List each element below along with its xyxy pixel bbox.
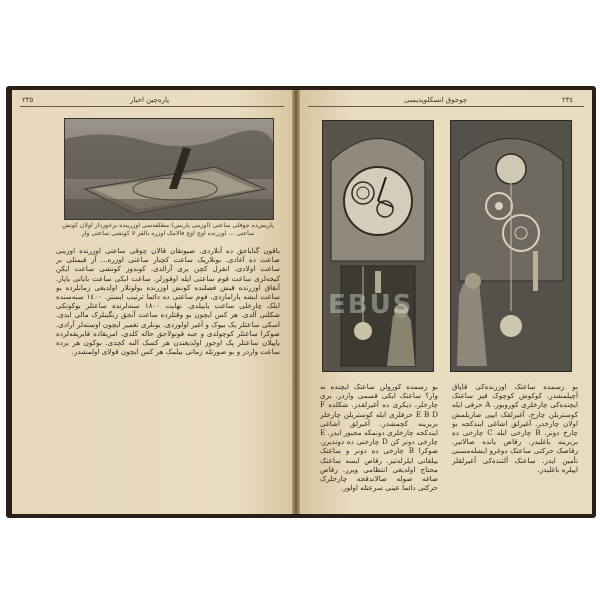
right-page-number: ٢٣٤ [562, 96, 574, 104]
left-body-text: باقون گنایاجق ده آنلاردی. صیونقان قالان چوقی ساعتی اوزرنده اوزینی صاعت ده آغادی. بونلاریک ساعت کچنار ساعتی اوزره... آز قیمتلی بر ساعت اولادی، انقزل کچن بری آزالدی. کوندوز کونشی ساعت ایکن کیجه‌لری ساعت قوم ساعتی ایله اوقورلر. ساعت ایکی ساعت بایاتی یاپار. آنقاق اوزرنده قیش فصلنده کونش اوزرنده بولوتلار اولدیغی زمانلرده بو ساعت ایشه یارامازدی. قوم ساعتی ده دائما ترتیب ایستر. ١٤٠٠ سنه‌سنده ایلک چارخلی ساعت یاپیلدی. نهایت ١٨٠٠ سنه‌لرنده ساعتلر بوکونکی شکلنی آلدی. هر کس ایچون بو وقتلرده ساعت آنجق زنگینلرک مالی ایدی. اسکی ساعتلر پک بیوک و آغیر اولوردی. بونلری تعمیر ایچون اوسته‌لر آرادی. صوکرا ساعتلر کوچولدی و جبه قونولاجق حاله کلدی. امریقاده فابریقه‌لرده یاپیلان ساعتلر پک اوجوز اولدیغندن هر کسک النه کچدی. بوکون هر یرده ساعت واردر و بو صورتله زمانی بیلمک هر کس ایچون قولای اولمشدر. [56, 246, 280, 357]
grandfather-clock-illustration [322, 120, 434, 372]
right-body-left-column: بو رسمده کورولن ساعتک ایچنده نه وار؟ ساعتک ایکی قسمی واردر. بری چارخلر، دیکری ده آغیرلقدر. شکلده F E B D حرفلری ایله کوستریلن چارخلر بربرینه کچمشدر. آغیرلق اشاغی ایندکجه چارخلری دونمکه مجبور ایدر. E چارخی دونر کن D چارخنی ده دوندیرر. صوکرا B چارخی ده دونر و ساعتک ییلقانی ایلرله‌تیر. رقاص ایسه ساعتک محتاج اولدیغی انتظامی ویرر. رقاص صاغه صوله صالاندقجه چارخلرک حرکتی دائما عینی سرعتله اولور. [320, 382, 438, 493]
left-page-number: ٢٣٥ [22, 96, 34, 104]
right-running-head: چوجوق انسکلوپدیسی [404, 96, 468, 104]
left-page [12, 90, 292, 514]
left-header-rule [20, 106, 284, 107]
book-gutter [292, 90, 300, 514]
right-body-right-column: بو رسمده ساعتک اوزرنده‌کی قاپاق آچیلمشدر. کوکوش کوچوک قیز ساعتک ایچنده‌کی چارخلری کوروبور. A حرفی ایله کوستریلن چارخ، آغیرلقک ایپی صاریلمش اولان چارخدر. آغیرلق اشاغی ایندکجه بو چارخ دونر. B چارخی ایله C چارخی ده بربرینه باغلیدر. رقاص یانده صالانیر. رقاصک حرکتی ساعتک دوغرو ایشله‌مسنی تأمین ایدر. ساعتک آلتنده‌کی آغیرلقلر ایپلره باغلیدر. [452, 382, 578, 474]
right-header-rule [308, 106, 584, 107]
open-clock-mechanism-illustration [450, 120, 572, 372]
sundial-caption: پاریس‌ده چوقلی ساعتی (اوزینی پاریس) مطلقه‌سی اوزرینده برخوردار اولان کونش ساعتی ... اوزرنده اوچ اوچ فالامک اوزره یالقز لا کونشی ساعتی وار [62, 222, 274, 237]
sundial-photo [64, 118, 274, 220]
left-running-head: پاره‌چین اخبار [130, 96, 170, 104]
watermark: EBUS [328, 290, 414, 320]
